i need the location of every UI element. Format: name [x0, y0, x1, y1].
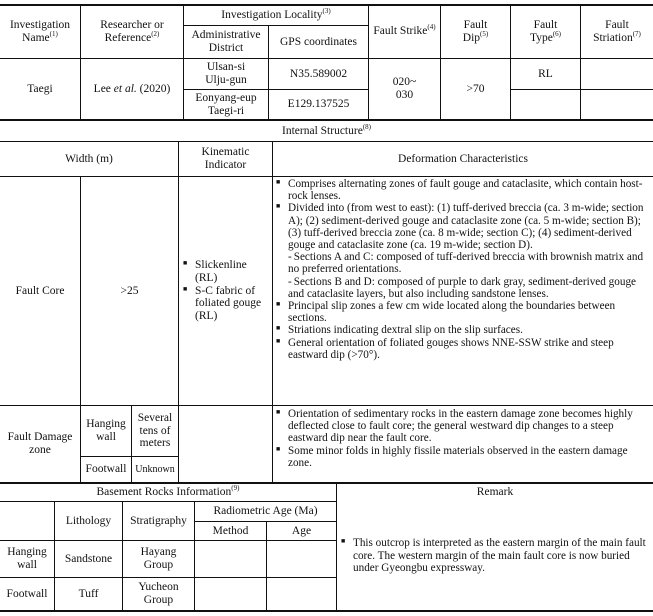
basement-lithology-header: Lithology — [65, 514, 112, 527]
header-fault-type: Fault Type$^{(6)}$ — [530, 18, 561, 44]
fault-core-deformation-list — [276, 178, 651, 361]
record-type: RL — [538, 67, 553, 80]
record-district-a: Ulsan-si Ulju-gun — [205, 61, 247, 86]
fault-core-width: >25 — [120, 284, 139, 297]
header-admin-district: Administrative District — [191, 29, 261, 54]
basement-hanging-lithology: Sandstone — [64, 552, 113, 565]
deformation-item: ■ Comprises alternating zones of fault gouge and cataclasite, which contain host-rock lenses. — [276, 178, 651, 202]
damage-footwall: Footwall — [85, 463, 127, 476]
header-investigation-name: Investigation Name$^{(1)}$ — [9, 18, 71, 44]
damage-deformation-list — [276, 408, 651, 469]
header-locality: Investigation Locality$^{(3)}$ — [221, 6, 331, 21]
vline-internal-kin — [272, 142, 273, 482]
deformation-item: ■ Orientation of sedimentary rocks in the eastern damage zone becomes highly deflected close to fault core; the general westward dip changes to a steep eastward dip near the fault core. — [276, 408, 651, 445]
vline-basement-split — [336, 483, 337, 610]
header-fault-striation: Fault Striation$^{(7)}$ — [593, 18, 641, 44]
basement-foot-lithology: Tuff — [78, 587, 99, 600]
remark-text — [341, 502, 651, 610]
internal-col-deformation: Deformation Characteristics — [398, 152, 528, 165]
deformation-subitem: - Sections A and C: composed of tuff-derived breccia with brownish matrix and no preferred orientations. — [288, 251, 644, 276]
record-reference: Lee et al. (2020) — [93, 82, 171, 95]
record-dip: >70 — [466, 82, 485, 95]
deformation-item: ■ Principal slip zones a few cm wide located along the boundaries between sections. — [276, 300, 651, 324]
basement-radiometric-header: Radiometric Age (Ma) — [213, 505, 318, 518]
deformation-item: ■ Striations indicating dextral slip on the slip surfaces. — [276, 324, 651, 336]
basement-stratigraphy-header: Stratigraphy — [130, 514, 187, 527]
damage-hanging-wall: Hanging wall — [86, 418, 126, 443]
header-researcher: Researcher or Reference$^{(2)}$ — [100, 18, 164, 44]
deformation-subitem: - Sections B and D: composed of purple to dark gray, sediment-derived gouge and cataclasite layers, but also including sandstone lenses. — [288, 275, 637, 300]
internal-col-width: Width (m) — [65, 152, 113, 165]
deformation-item: ■ Some minor folds in highly fissile materials observed in the eastern damage zone. — [276, 445, 651, 469]
basement-method-header: Method — [212, 524, 249, 537]
damage-footwall-width: Unknown — [135, 463, 175, 475]
deformation-item: ■ General orientation of foliated gouges shows NNE-SSW strike and steep eastward dip (>70°). — [276, 337, 651, 361]
damage-kinematic — [179, 406, 272, 482]
basement-foot-strat: Yucheon Group — [138, 581, 179, 606]
remark-title: Remark — [476, 486, 514, 499]
rule-record-mid-right — [510, 89, 653, 90]
header-gps: GPS coordinates — [280, 35, 357, 48]
basement-age-header: Age — [291, 524, 312, 537]
damage-hanging-wall-width: Several tens of meters — [137, 411, 173, 450]
remark-list — [341, 537, 651, 575]
record-striation — [581, 59, 653, 89]
kinematic-item: ■ S-C fabric of foliated gouge (RL) — [183, 285, 270, 324]
record-strike: 020~ 030 — [392, 76, 417, 101]
fault-core-kinematic — [181, 177, 272, 405]
record-gps-e: E129.137525 — [287, 98, 350, 111]
basement-title: Basement Rocks Information$^{(9)}$ — [96, 484, 240, 499]
header-fault-dip: Fault Dip$^{(5)}$ — [462, 18, 489, 44]
remark-item: ■ This outcrop is interpreted as the eastern margin of the main fault core. The western margin of the main fault core is now buried under Gyeongbu expressway. — [341, 537, 651, 575]
kinematic-list — [183, 259, 270, 323]
fault-core-deformation — [276, 178, 651, 404]
deformation-item: ■ Divided into (from west to east): (1) tuff-derived breccia (ca. 3 m-wide; section A); (2) sediment-derived gouge and cataclasite zone (ca. 5 m-wide; section B); (3) tuff-derived breccia zone (ca. 8 m-wide; section C); (4) sediment-derived gouge and cataclasite zone (ca. 19 m-wide; section D). — [276, 202, 651, 251]
record-name: Taegi — [27, 82, 53, 95]
rule-bottom — [0, 610, 653, 612]
basement-hanging-strat: Hayang Group — [140, 546, 177, 571]
basement-hanging-wall: Hanging wall — [7, 546, 47, 571]
internal-structure-title: Internal Structure$^{(8)}$ — [282, 122, 371, 137]
record-gps-n: N35.589002 — [289, 67, 348, 80]
basement-footwall: Footwall — [6, 587, 48, 600]
damage-zone-label: Fault Damage zone — [7, 431, 73, 456]
kinematic-item: ■ Slickenline (RL) — [183, 259, 270, 285]
damage-deformation — [276, 408, 651, 482]
header-fault-strike: Fault Strike$^{(4)}$ — [373, 23, 436, 38]
record-district-b: Eonyang-eup Taegi-ri — [195, 91, 257, 117]
fault-core-label: Fault Core — [15, 284, 65, 297]
internal-col-kinematic: Kinematic Indicator — [201, 146, 250, 171]
